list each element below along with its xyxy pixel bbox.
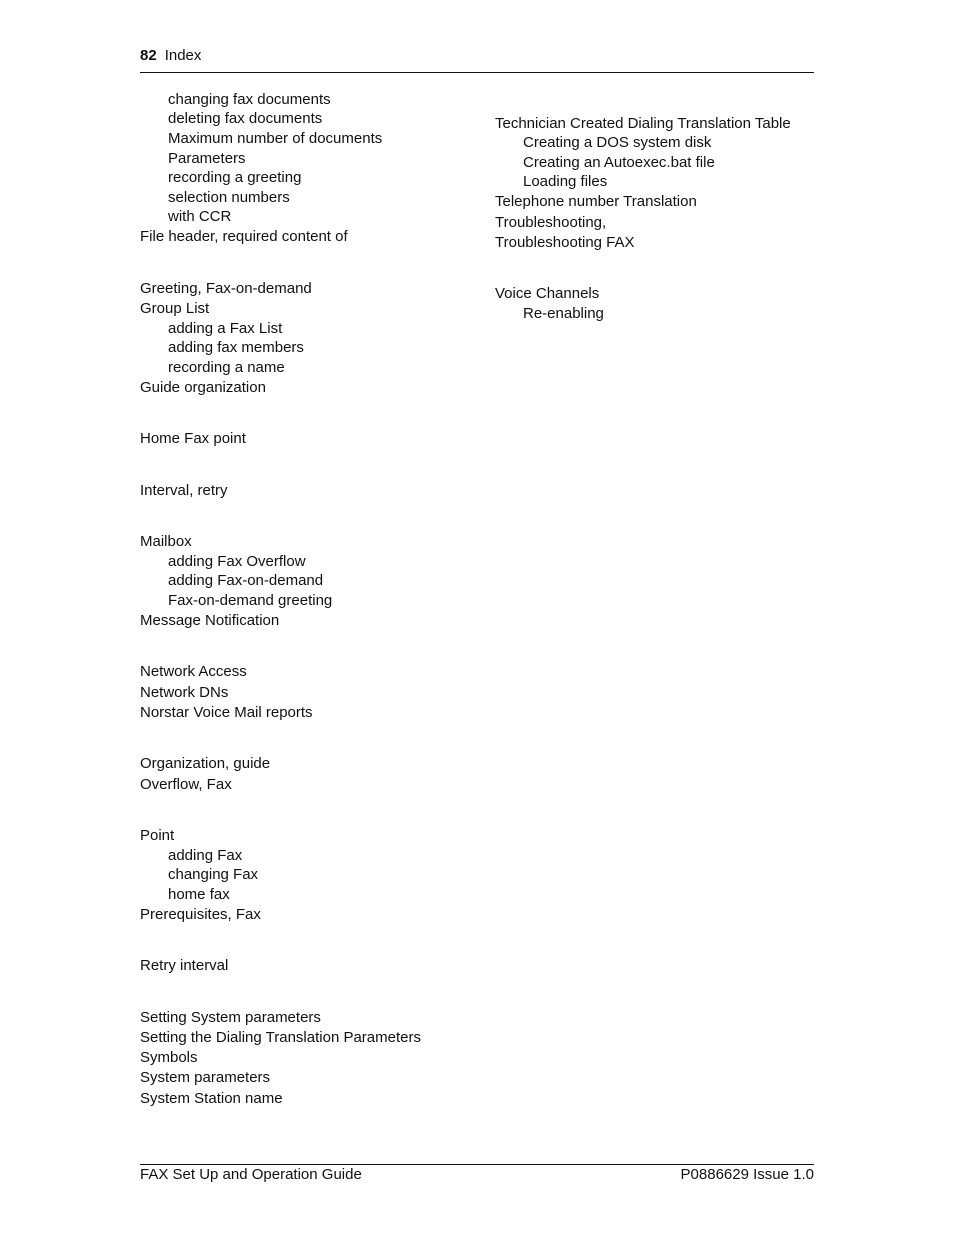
index-entry: Troubleshooting, (495, 214, 607, 231)
index-entry: Group List (140, 300, 210, 317)
index-subentry: recording a name (168, 359, 285, 376)
index-entry: Setting System parameters (140, 1009, 321, 1026)
index-entry: System Station name (140, 1090, 283, 1107)
index-subentry: adding fax members (168, 339, 304, 356)
index-subentry: selection numbers (168, 189, 290, 206)
index-subentry: Creating an Autoexec.bat file (523, 154, 715, 171)
page-header (140, 47, 201, 64)
section-title: Index (164, 47, 202, 64)
header-rule (140, 72, 814, 73)
index-entry: Network Access (140, 663, 247, 680)
index-subentry: Loading files (523, 173, 608, 190)
index-subentry: Maximum number of documents (168, 130, 383, 147)
index-subentry: changing Fax (168, 866, 259, 883)
index-subentry: adding a Fax List (168, 320, 283, 337)
index-entry: Retry interval (140, 957, 229, 974)
index-subentry: Re-enabling (523, 305, 604, 322)
index-subentry: deleting fax documents (168, 110, 323, 127)
index-entry: Point (140, 827, 175, 844)
index-entry: Overflow, Fax (140, 776, 232, 793)
index-entry: Guide organization (140, 379, 266, 396)
page-number: 82 (140, 47, 157, 64)
index-subentry: adding Fax Overflow (168, 553, 306, 570)
footer-rule (140, 1164, 814, 1165)
index-entry: Technician Created Dialing Translation Table (495, 115, 791, 132)
index-subentry: Parameters (168, 150, 246, 167)
index-subentry: Fax-on-demand greeting (168, 592, 333, 609)
index-subentry: changing fax documents (168, 91, 331, 108)
index-entry: Interval, retry (140, 482, 228, 499)
index-entry: Norstar Voice Mail reports (140, 704, 313, 721)
index-entry: Organization, guide (140, 755, 271, 772)
index-entry: Voice Channels (495, 285, 600, 302)
index-entry: Mailbox (140, 533, 192, 550)
footer-guide-title: FAX Set Up and Operation Guide (140, 1166, 362, 1183)
index-subentry: recording a greeting (168, 169, 302, 186)
index-entry: File header, required content of (140, 228, 348, 245)
index-entry: Telephone number Translation (495, 193, 697, 210)
index-entry: Home Fax point (140, 430, 246, 447)
index-subentry: with CCR (168, 208, 232, 225)
index-subentry: adding Fax-on-demand (168, 572, 324, 589)
index-subentry: Creating a DOS system disk (523, 134, 712, 151)
index-entry: Greeting, Fax-on-demand (140, 280, 312, 297)
index-entry: Network DNs (140, 684, 229, 701)
index-subentry: adding Fax (168, 847, 243, 864)
index-subentry: home fax (168, 886, 230, 903)
index-entry: Prerequisites, Fax (140, 906, 261, 923)
index-entry: Setting the Dialing Translation Parameters (140, 1029, 421, 1046)
index-entry: Message Notification (140, 612, 280, 629)
footer-issue: P0886629 Issue 1.0 (680, 1166, 814, 1183)
index-entry: Symbols (140, 1049, 198, 1066)
index-entry: Troubleshooting FAX (495, 234, 635, 251)
index-entry: System parameters (140, 1069, 271, 1086)
